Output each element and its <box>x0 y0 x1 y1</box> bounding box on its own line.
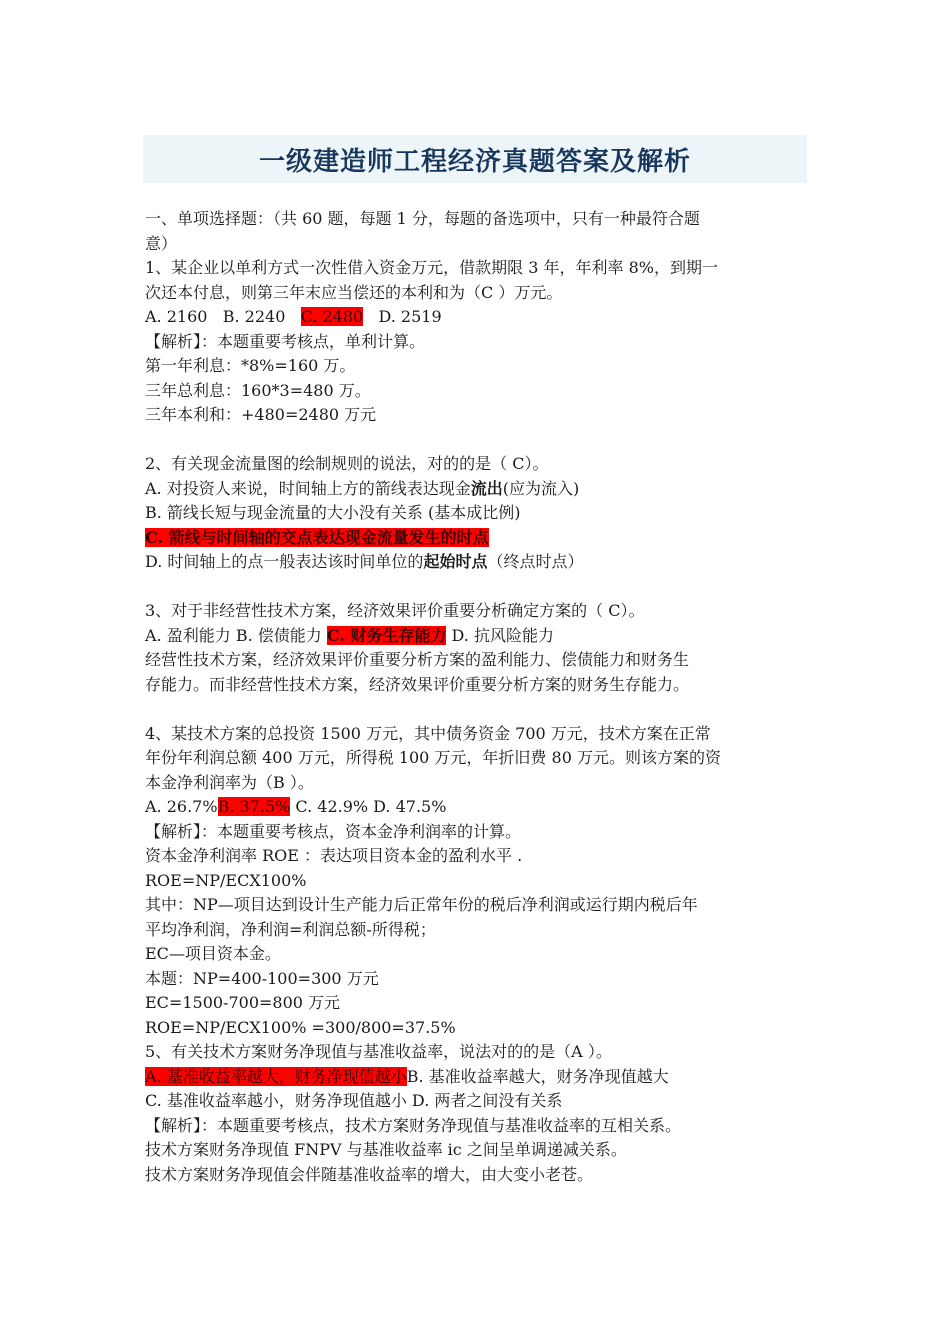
q5-stem: 5、有关技术方案财务净现值与基准收益率，说法对的的是（A ）。 <box>145 1042 612 1061</box>
q4-line-6: 本题：NP=400-100=300 万元 <box>145 968 379 988</box>
q2-option-a <box>145 477 810 502</box>
q2-option-a-text: A. 对投资人来说，时间轴上方的箭线表达现金 <box>145 478 471 498</box>
section-header: 一、单项选择题：（共 60 题，每题 1 分，每题的备选项中，只有一种最符合题 <box>145 209 700 228</box>
q5-option-b: B. 基准收益率越大，财务净现值越大 <box>406 1066 669 1086</box>
q2-option-c-answer: C. 箭线与时间轴的交点表达现金流量发生的时点 <box>145 527 489 547</box>
q3-explain-1: 经营性技术方案，经济效果评价重要分析方案的盈利能力、偿债能力和财务生 <box>145 650 690 669</box>
q2-option-d <box>145 550 810 575</box>
q1-analysis: 【解析】：本题重要考核点，单利计算。 <box>145 331 426 351</box>
q5-option-a-answer: A. 基准收益率越大，财务净现值越小 <box>145 1066 407 1086</box>
q1-stem-cont: 次还本付息，则第三年末应当偿还的本利和为（C ）万元。 <box>145 282 563 302</box>
q5-analysis: 【解析】：本题重要考核点，技术方案财务净现值与基准收益率的互相关系。 <box>145 1115 682 1135</box>
q4-option-cd: C. 42.9% D. 47.5% <box>290 797 447 816</box>
q5-options-ab <box>145 1065 810 1090</box>
q1-options <box>145 305 810 330</box>
q4-stem: 4、某技术方案的总投资 1500 万元，其中债务资金 700 万元，技术方案在正常 <box>145 723 711 743</box>
q1-calc-3: 三年本利和：+480=2480 万元 <box>145 405 377 424</box>
section-header-cont: 意） <box>145 233 178 253</box>
q5-options-cd: C. 基准收益率越小，财务净现值越小 D. 两者之间没有关系 <box>145 1091 563 1110</box>
q4-analysis: 【解析】：本题重要考核点，资本金净利润率的计算。 <box>145 821 522 841</box>
q3-option-ab: A. 盈利能力 B. 偿债能力 <box>145 625 322 645</box>
q2-option-d-note: （终点时点） <box>487 552 584 571</box>
q1-calc-1: 第一年利息：*8%=160 万。 <box>145 356 356 375</box>
q4-stem-cont: 年份年利润总额 400 万元，所得税 100 万元，年折旧费 80 万元。则该方案的资 <box>145 748 721 767</box>
q1-stem: 1、某企业以单利方式一次性借入资金万元，借款期限 3 年，年利率 8%，到期一 <box>145 258 719 277</box>
q2-option-a-note: (应为流入) <box>502 478 580 498</box>
q5-line-2: 技术方案财务净现值会伴随基准收益率的增大，由大变小老苍。 <box>145 1164 594 1184</box>
q1-option-b: B. 2240 <box>222 307 286 326</box>
q3-explain-2: 存能力。而非经营性技术方案，经济效果评价重要分析方案的财务生存能力。 <box>145 674 690 694</box>
q3-stem: 3、对于非经营性技术方案，经济效果评价重要分析确定方案的（ C）。 <box>145 601 645 620</box>
q2-option-d-bold: 起始时点 <box>423 552 488 571</box>
q3-option-c-answer: C. 财务生存能力 <box>326 625 447 645</box>
q2-stem: 2、有关现金流量图的绘制规则的说法，对的的是（ C）。 <box>145 454 549 473</box>
q1-option-c-answer: C. 2480 <box>300 307 364 326</box>
q4-option-a: A. 26.7% <box>145 797 218 816</box>
q4-formula: ROE=NP/ECX100% <box>145 870 307 890</box>
q1-option-a: A. 2160 <box>145 307 208 326</box>
q4-line-7: EC=1500-700=800 万元 <box>145 993 341 1012</box>
q4-options <box>145 795 810 820</box>
q3-options <box>145 624 810 649</box>
document-body <box>145 207 810 1187</box>
q4-stem-cont-2: 本金净利润率为（B ）。 <box>145 772 314 792</box>
q4-line-8: ROE=NP/ECX100% =300/800=37.5% <box>145 1017 456 1037</box>
q3-option-d: D. 抗风险能力 <box>451 625 554 645</box>
q1-calc-2: 三年总利息：160*3=480 万。 <box>145 380 371 400</box>
q2-option-b: B. 箭线长短与现金流量的大小没有关系 (基本成比例) <box>145 503 521 522</box>
q4-line-1: 资本金净利润率 ROE ：表达项目资本金的盈利水平 . <box>145 846 523 865</box>
q5-line-1: 技术方案财务净现值 FNPV 与基准收益率 ic 之间呈单调递减关系。 <box>145 1140 627 1159</box>
q4-option-b-answer: B. 37.5% <box>217 797 291 816</box>
q4-line-3: 其中：NP—项目达到设计生产能力后正常年份的税后净利润或运行期内税后年 <box>145 895 698 914</box>
q1-option-d: D. 2519 <box>378 307 442 326</box>
q4-line-4: 平均净利润，净利润=利润总额-所得税； <box>145 919 436 939</box>
page-title: 一级建造师工程经济真题答案及解析 <box>258 146 691 177</box>
q2-option-a-bold: 流出 <box>470 478 503 498</box>
q2-option-d-text: D. 时间轴上的点一般表达该时间单位的 <box>145 552 424 571</box>
q2-option-c-line <box>145 526 810 551</box>
q4-line-5: EC—项目资本金。 <box>145 944 281 963</box>
title-band <box>143 135 807 183</box>
